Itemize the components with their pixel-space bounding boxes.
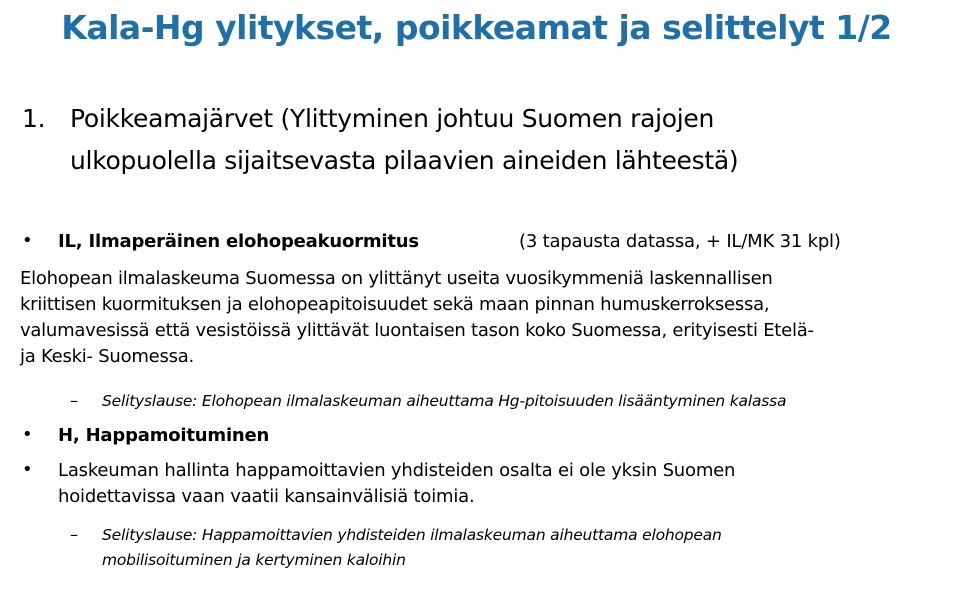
- explanation-2: [102, 523, 922, 573]
- bullet-marker-il: •: [22, 230, 33, 251]
- bullet-text-laskeuma: [58, 458, 908, 510]
- bullet-note-il: (3 tapausta datassa, + IL/MK 31 kpl): [519, 231, 841, 252]
- dash-marker-1: –: [70, 391, 78, 410]
- item-line-1: Poikkeamajärvet (Ylittyminen johtuu Suomen rajojen: [70, 104, 715, 133]
- bullet-marker-h: •: [22, 424, 33, 445]
- paragraph-elohopea: [20, 266, 935, 370]
- paragraph-line-4: ja Keski- Suomessa.: [20, 346, 194, 367]
- explanation-1: Selityslause: Elohopean ilmalaskeuman aiheuttama Hg-pitoisuuden lisääntyminen kalassa: [102, 392, 787, 410]
- bullet-label-il: IL, Ilmaperäinen elohopeakuormitus: [58, 231, 419, 252]
- explanation-2-line-1: Selityslause: Happamoittavien yhdisteiden ilmalaskeuman aiheuttama elohopean: [102, 526, 722, 544]
- explanation-2-line-2: mobilisoituminen ja kertyminen kaloihin: [102, 551, 406, 569]
- numbered-item-1: [22, 98, 922, 182]
- paragraph-line-2: kriittisen kuormituksen ja elohopeapitoisuudet sekä maan pinnan humuskerroksessa,: [20, 294, 770, 315]
- dash-marker-2: –: [70, 525, 78, 544]
- item-number: 1.: [22, 104, 46, 133]
- paragraph-line-1: Elohopean ilmalaskeuma Suomessa on ylittänyt useita vuosikymmeniä laskennallisen: [20, 268, 773, 289]
- slide-title: Kala-Hg ylitykset, poikkeamat ja selittelyt 1/2: [61, 8, 892, 47]
- bullet-marker-laskeuma: •: [22, 459, 33, 480]
- paragraph-line-3: valumavesissä että vesistöissä ylittävät luontaisen tason koko Suomessa, erityisesti Etelä-: [20, 320, 814, 341]
- bullet-line-2: hoidettavissa vaan vaatii kansainvälisiä toimia.: [58, 486, 475, 507]
- bullet-label-h: H, Happamoituminen: [58, 425, 270, 446]
- bullet-line-1: Laskeuman hallinta happamoittavien yhdisteiden osalta ei ole yksin Suomen: [58, 460, 736, 481]
- item-line-2: ulkopuolella sijaitsevasta pilaavien aineiden lähteestä): [70, 146, 739, 175]
